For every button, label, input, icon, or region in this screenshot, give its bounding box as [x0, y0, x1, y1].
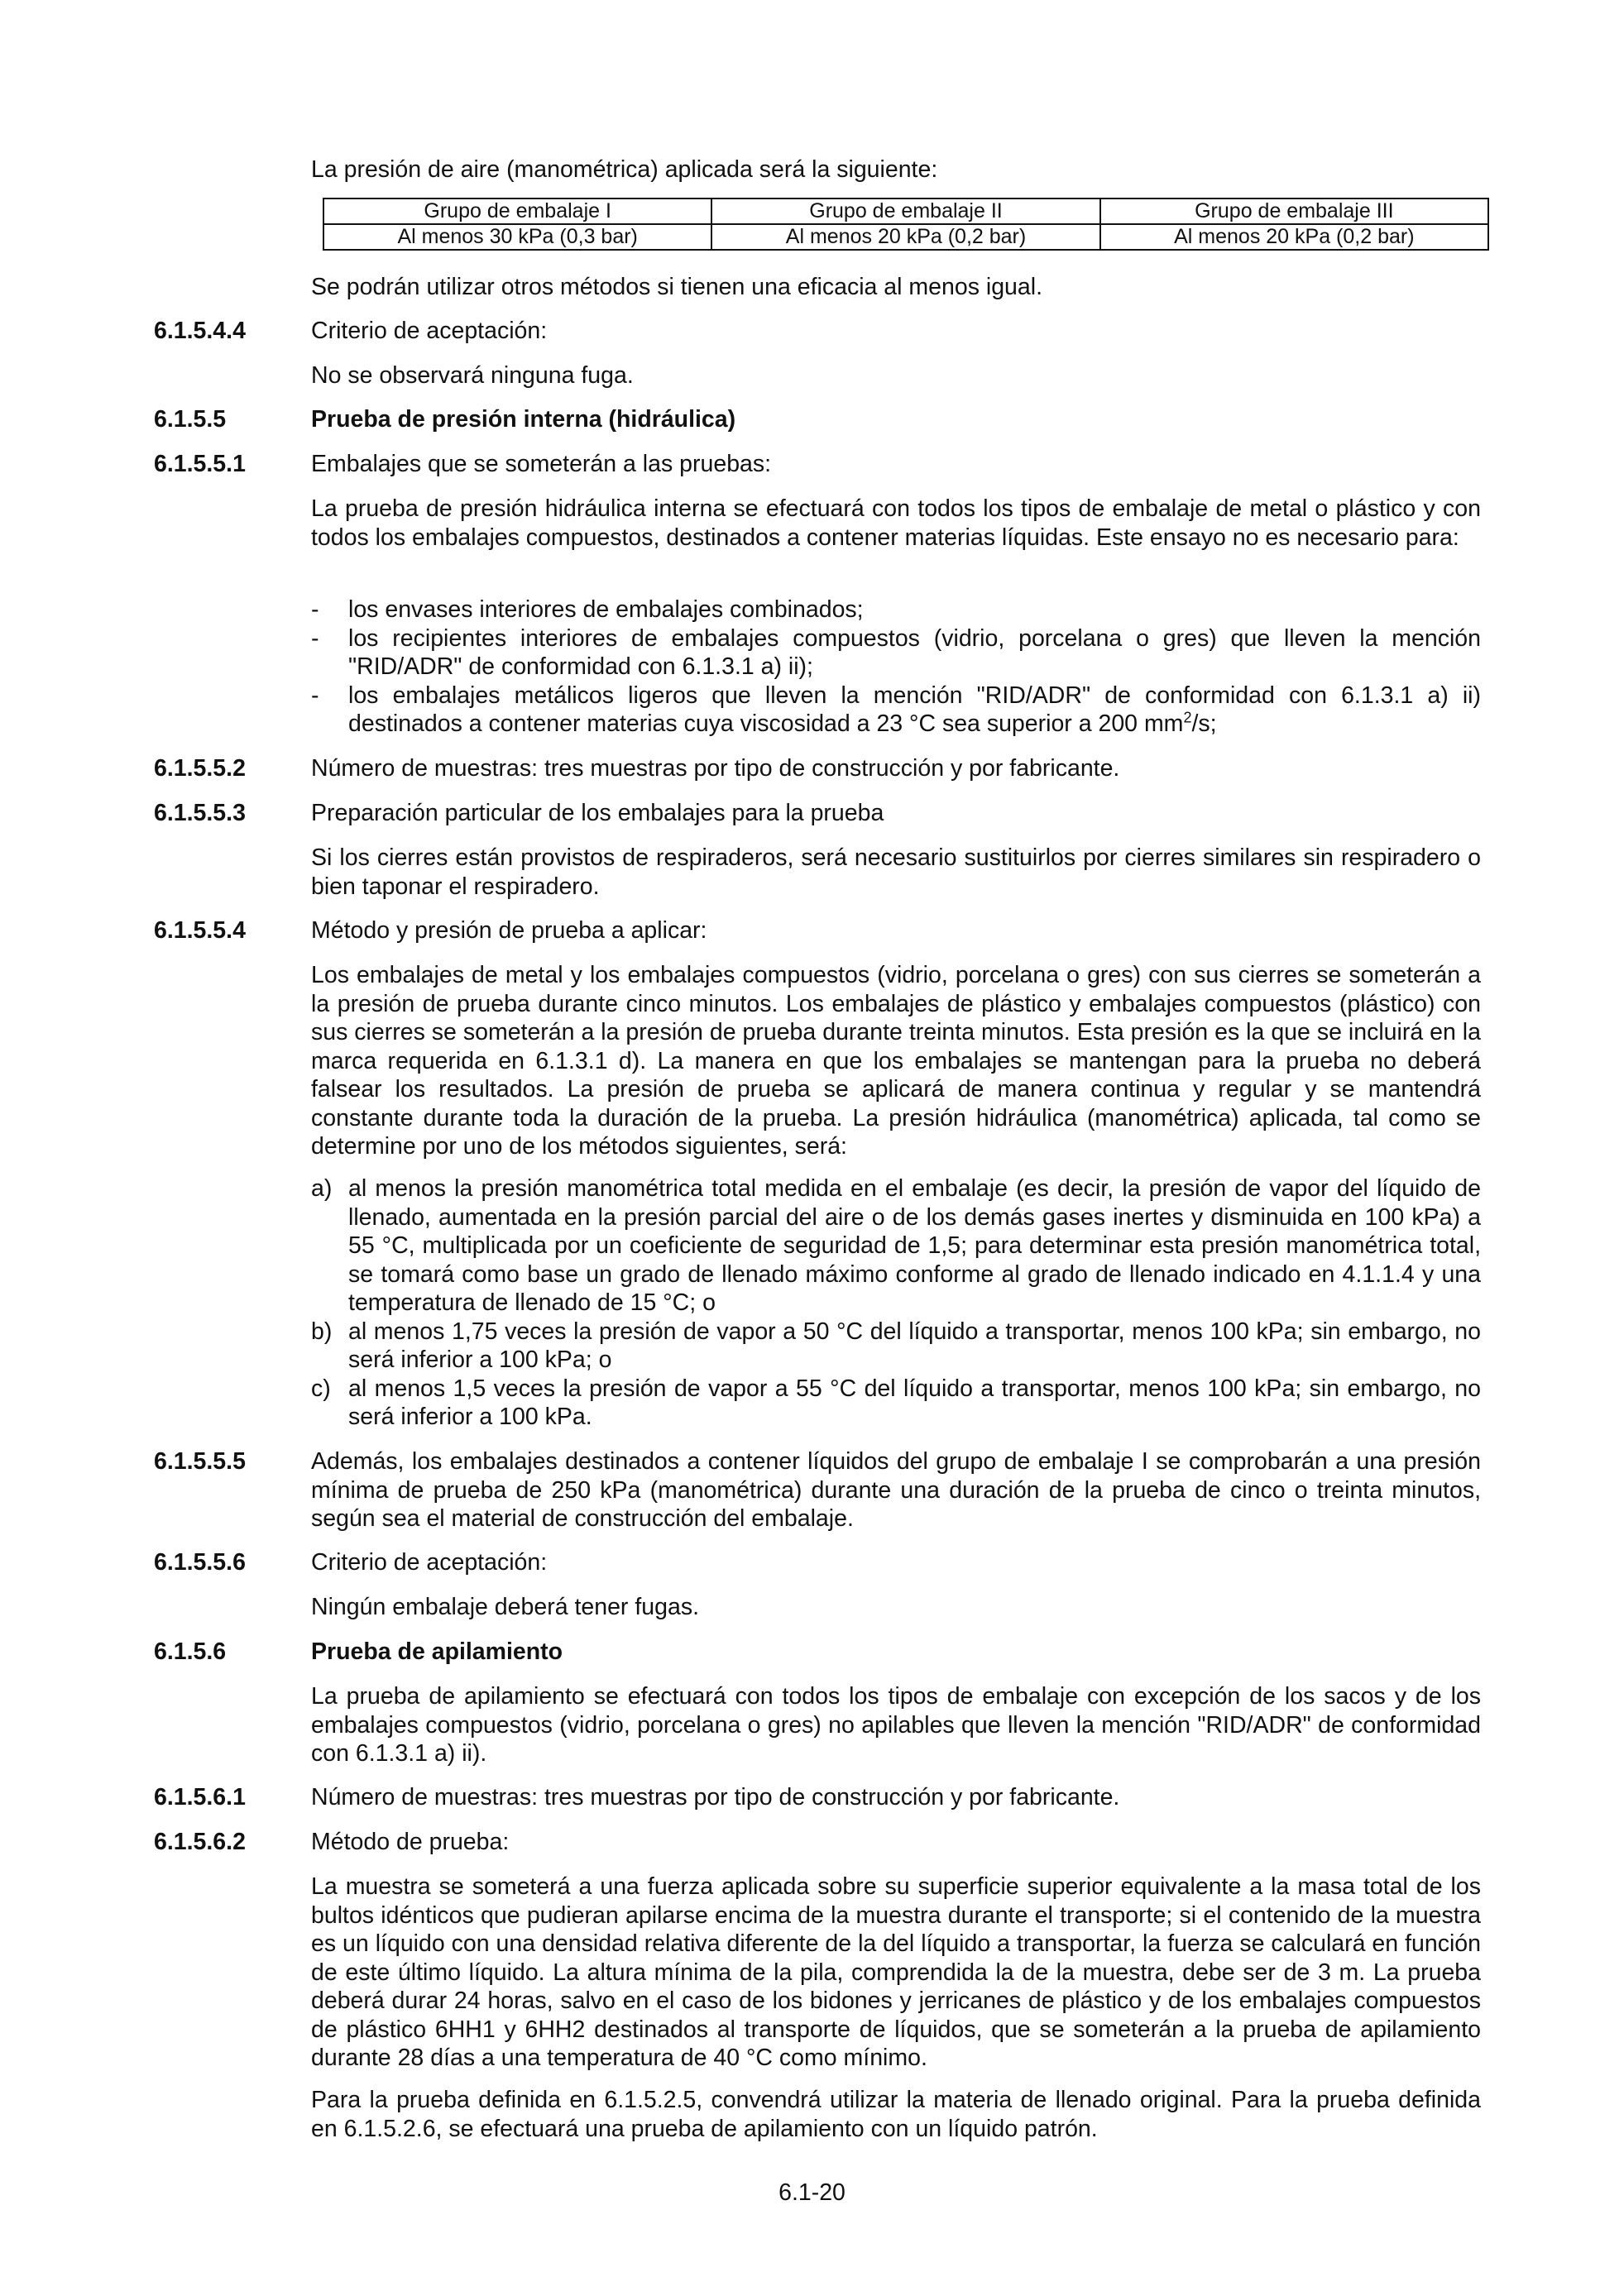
pressure-table — [323, 198, 1489, 251]
section-number: 6.1.5.5.2 — [154, 755, 246, 782]
section-title: Criterio de aceptación: — [311, 318, 548, 344]
list-item — [311, 682, 1481, 739]
table-cell: Grupo de embalaje II — [711, 199, 1099, 224]
section-text: La muestra se someterá a una fuerza aplicada sobre su superficie superior equivalente a la masa total de los bultos idénticos que pudieran apilarse encima de la muestra durante el transporte; si el contenido de la muestra es un líquido con una densidad relativa diferente de la del líquido a transportar, la fuerza se calculará en función de este último líquido. La altura mínima de la pila, comprendida la de la muestra, debe ser de 3 m. La prueba deberá durar 24 horas, salvo en el caso de los bidones y jerricanes de plástico y de los embalajes compuestos de plástico 6HH1 y 6HH2 destinados al transporte de líquidos, que se someterán a la prueba de apilamiento durante 28 días a una temperatura de 40 °C como mínimo. — [311, 1873, 1481, 2071]
superscript: 2 — [1183, 709, 1192, 726]
page-number: 6.1-20 — [778, 2179, 846, 2206]
section-text: Los embalajes de metal y los embalajes compuestos (vidrio, porcelana o gres) con sus cierres se someterán a la presión de prueba durante cinco minutos. Los embalajes de plástico y embalajes compuestos (plástico) con sus cierres se someterán a la presión de prueba durante treinta minutos. Esta presión es la que se incluirá en la marca requerida en 6.1.3.1 d). La manera en que los embalajes se mantengan para la prueba no deberá falsear los resultados. La presión de prueba se aplicará de manera continua y regular y se mantendrá constante durante toda la duración de la prueba. La presión hidráulica (manométrica) aplicada, tal como se determine por uno de los métodos siguientes, será: — [311, 962, 1481, 1160]
list-item-text: al menos la presión manométrica total medida en el embalaje (es decir, la presión de vapor del líquido de llenado, aumentada en la presión parcial del aire o de los demás gases inertes y disminuida en 100 kPa) a 55 °C, multiplicada por un coeficiente de seguridad de 1,5; para determinar esta presión manométrica total, se tomará como base un grado de llenado máximo conforme al grado de llenado indicado en 4.1.1.4 y una temperatura de llenado de 15 °C; o — [348, 1175, 1481, 1316]
intro-text: La presión de aire (manométrica) aplicada será la siguiente: — [311, 156, 938, 183]
section-number: 6.1.5.5.3 — [154, 800, 246, 826]
table-cell: Al menos 30 kPa (0,3 bar) — [323, 224, 711, 250]
section-number: 6.1.5.5.5 — [154, 1448, 246, 1475]
section-number: 6.1.5.5.6 — [154, 1549, 246, 1576]
methods-list — [311, 1174, 1481, 1432]
list-marker: - — [311, 624, 319, 652]
list-item — [311, 1318, 1481, 1375]
section-number: 6.1.5.5.1 — [154, 451, 246, 477]
list-item — [311, 624, 1481, 682]
section-title: Método y presión de prueba a aplicar: — [311, 917, 707, 944]
table-row — [323, 224, 1488, 250]
after-table-text: Se podrán utilizar otros métodos si tienen una eficacia al menos igual. — [311, 274, 1043, 300]
section-title: Método de prueba: — [311, 1829, 510, 1855]
exceptions-list — [311, 596, 1481, 739]
section-title: Criterio de aceptación: — [311, 1549, 548, 1576]
list-item-text-end: /s; — [1191, 710, 1217, 737]
list-marker: - — [311, 596, 319, 623]
list-item-text: al menos 1,5 veces la presión de vapor a 55 °C del líquido a transportar, menos 100 kPa; sin embargo, no será inferior a 100 kPa. — [348, 1375, 1481, 1430]
list-item-text: al menos 1,75 veces la presión de vapor a 50 °C del líquido a transportar, menos 100 kPa; sin embargo, no será inferior a 100 kPa; o — [348, 1318, 1481, 1373]
section-text: Además, los embalajes destinados a contener líquidos del grupo de embalaje I se comprobarán a una presión mínima de prueba de 250 kPa (manométrica) durante una duración de la prueba de cinco o treinta minutos, según sea el material de construcción del embalaje. — [311, 1448, 1481, 1532]
section-text: La prueba de presión hidráulica interna se efectuará con todos los tipos de embalaje de metal o plástico y con todos los embalajes compuestos, destinados a contener materias líquidas. Este ensayo no es necesario para: — [311, 495, 1481, 551]
section-text: La prueba de apilamiento se efectuará con todos los tipos de embalaje con excepción de los sacos y de los embalajes compuestos (vidrio, porcelana o gres) no apilables que lleven la mención "RID/ADR" de conformidad con 6.1.3.1 a) ii). — [311, 1683, 1481, 1767]
section-text: No se observará ninguna fuga. — [311, 362, 634, 389]
section-text: Para la prueba definida en 6.1.5.2.5, convendrá utilizar la materia de llenado original. Para la prueba definida en 6.1.5.2.6, se efectuará una prueba de apilamiento con un líquido patrón. — [311, 2087, 1481, 2142]
section-heading: Prueba de presión interna (hidráulica) — [311, 406, 736, 433]
list-marker: b) — [311, 1318, 333, 1345]
list-item-text: los envases interiores de embalajes combinados; — [348, 596, 864, 623]
list-item — [311, 1375, 1481, 1432]
table-cell: Al menos 20 kPa (0,2 bar) — [1100, 224, 1488, 250]
section-number: 6.1.5.6 — [154, 1638, 227, 1665]
section-number: 6.1.5.6.2 — [154, 1829, 246, 1855]
table-cell: Al menos 20 kPa (0,2 bar) — [711, 224, 1099, 250]
section-number: 6.1.5.4.4 — [154, 318, 246, 344]
section-number: 6.1.5.6.1 — [154, 1784, 246, 1810]
list-item-text: los embalajes metálicos ligeros que lleven la mención "RID/ADR" de conformidad con 6.1.3.1 a) ii) destinados a contener materias cuya viscosidad a 23 °C sea superior a 200 mm — [348, 682, 1481, 737]
list-marker: a) — [311, 1175, 333, 1202]
section-text: Si los cierres están provistos de respiraderos, será necesario sustituirlos por cierres similares sin respiradero o bien taponar el respiradero. — [311, 844, 1481, 900]
list-item-text: los recipientes interiores de embalajes compuestos (vidrio, porcelana o gres) que lleven la mención "RID/ADR" de conformidad con 6.1.3.1 a) ii); — [348, 624, 1481, 680]
section-heading: Prueba de apilamiento — [311, 1638, 563, 1665]
list-marker: c) — [311, 1375, 331, 1402]
list-item — [311, 1174, 1481, 1318]
section-title: Embalajes que se someterán a las pruebas: — [311, 451, 772, 477]
list-item — [311, 596, 1481, 624]
table-header-row — [323, 199, 1488, 224]
section-title: Número de muestras: tres muestras por tipo de construcción y por fabricante. — [311, 755, 1120, 782]
section-number: 6.1.5.5 — [154, 406, 227, 433]
section-text: Ningún embalaje deberá tener fugas. — [311, 1594, 699, 1620]
table-cell: Grupo de embalaje I — [323, 199, 711, 224]
section-number: 6.1.5.5.4 — [154, 917, 246, 944]
table-cell: Grupo de embalaje III — [1100, 199, 1488, 224]
section-title: Preparación particular de los embalajes para la prueba — [311, 800, 884, 826]
list-marker: - — [311, 682, 319, 709]
section-title: Número de muestras: tres muestras por tipo de construcción y por fabricante. — [311, 1784, 1120, 1810]
